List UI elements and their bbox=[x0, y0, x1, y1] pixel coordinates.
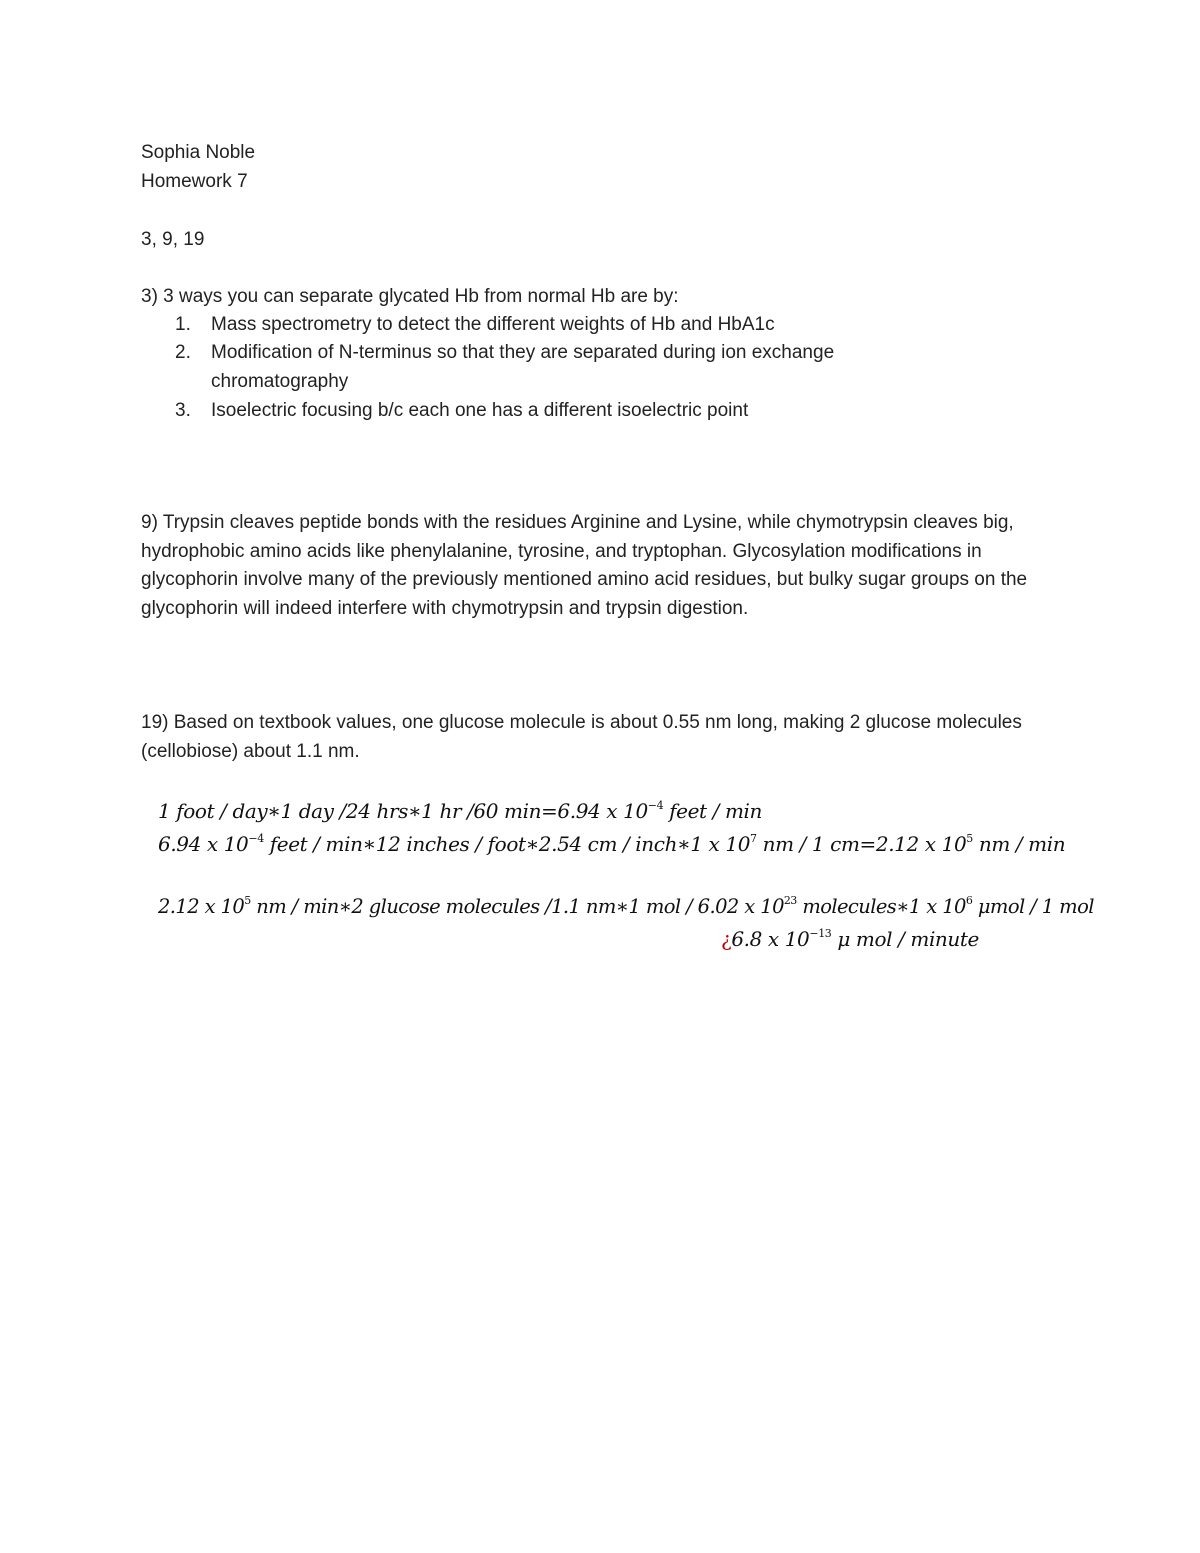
q19-text: 19) Based on textbook values, one glucose molecule is about 0.55 nm long, making 2 glucose molecules (cellobiose) about 1.1 nm. bbox=[141, 712, 1022, 762]
q9-answer bbox=[141, 509, 1071, 623]
list-number: 2. bbox=[175, 342, 191, 363]
author-name: Sophia Noble bbox=[141, 142, 256, 163]
list-number: 3. bbox=[175, 400, 191, 421]
problem-numbers: 3, 9, 19 bbox=[141, 229, 205, 250]
list-number: 1. bbox=[175, 314, 191, 335]
assignment-title: Homework 7 bbox=[141, 171, 248, 192]
list-text: Mass spectrometry to detect the different weights of Hb and HbA1c bbox=[211, 314, 775, 335]
q9-text: 9) Trypsin cleaves peptide bonds with the residues Arginine and Lysine, while chymotrypsin cleaves big, hydrophobic amino acids like phenylalanine, tyrosine, and tryptophan. Glycosylation modifications in glycophorin involve many of the previously mentioned amino acid residues, but bulky sugar groups on the glycophorin will indeed interfere with chymotrypsin and trypsin digestion. bbox=[141, 512, 1028, 619]
equation-3: 2.12 x $10^5$ nm / min∗2 glucose molecules /1.1 nm∗1 mol / 6.02 x $10^{23}$ molecules∗1 x $10^6$ μmol / 1 mol bbox=[158, 894, 1094, 918]
list-text: Isoelectric focusing b/c each one has a different isoelectric point bbox=[211, 400, 749, 421]
list-text: Modification of N-terminus so that they are separated during ion exchange chromatography bbox=[211, 342, 835, 392]
error-mark: ¿ bbox=[721, 927, 732, 951]
q19-answer bbox=[141, 709, 1071, 766]
q3-intro: 3) 3 ways you can separate glycated Hb from normal Hb are by: bbox=[141, 286, 679, 307]
equation-2: 6.94 x $10^{-4}$ feet / min∗12 inches / foot∗2.54 cm / inch∗1 x $10^7$ nm / 1 cm=2.12 x $10^5$ nm / min bbox=[158, 832, 1066, 856]
equation-4-result: ¿6.8 x $10^{-13}$ μ mol / minute bbox=[721, 927, 979, 951]
equation-1: 1 foot / day∗1 day /24 hrs∗1 hr /60 min=6.94 x $10^{-4}$ feet / min bbox=[158, 799, 762, 823]
